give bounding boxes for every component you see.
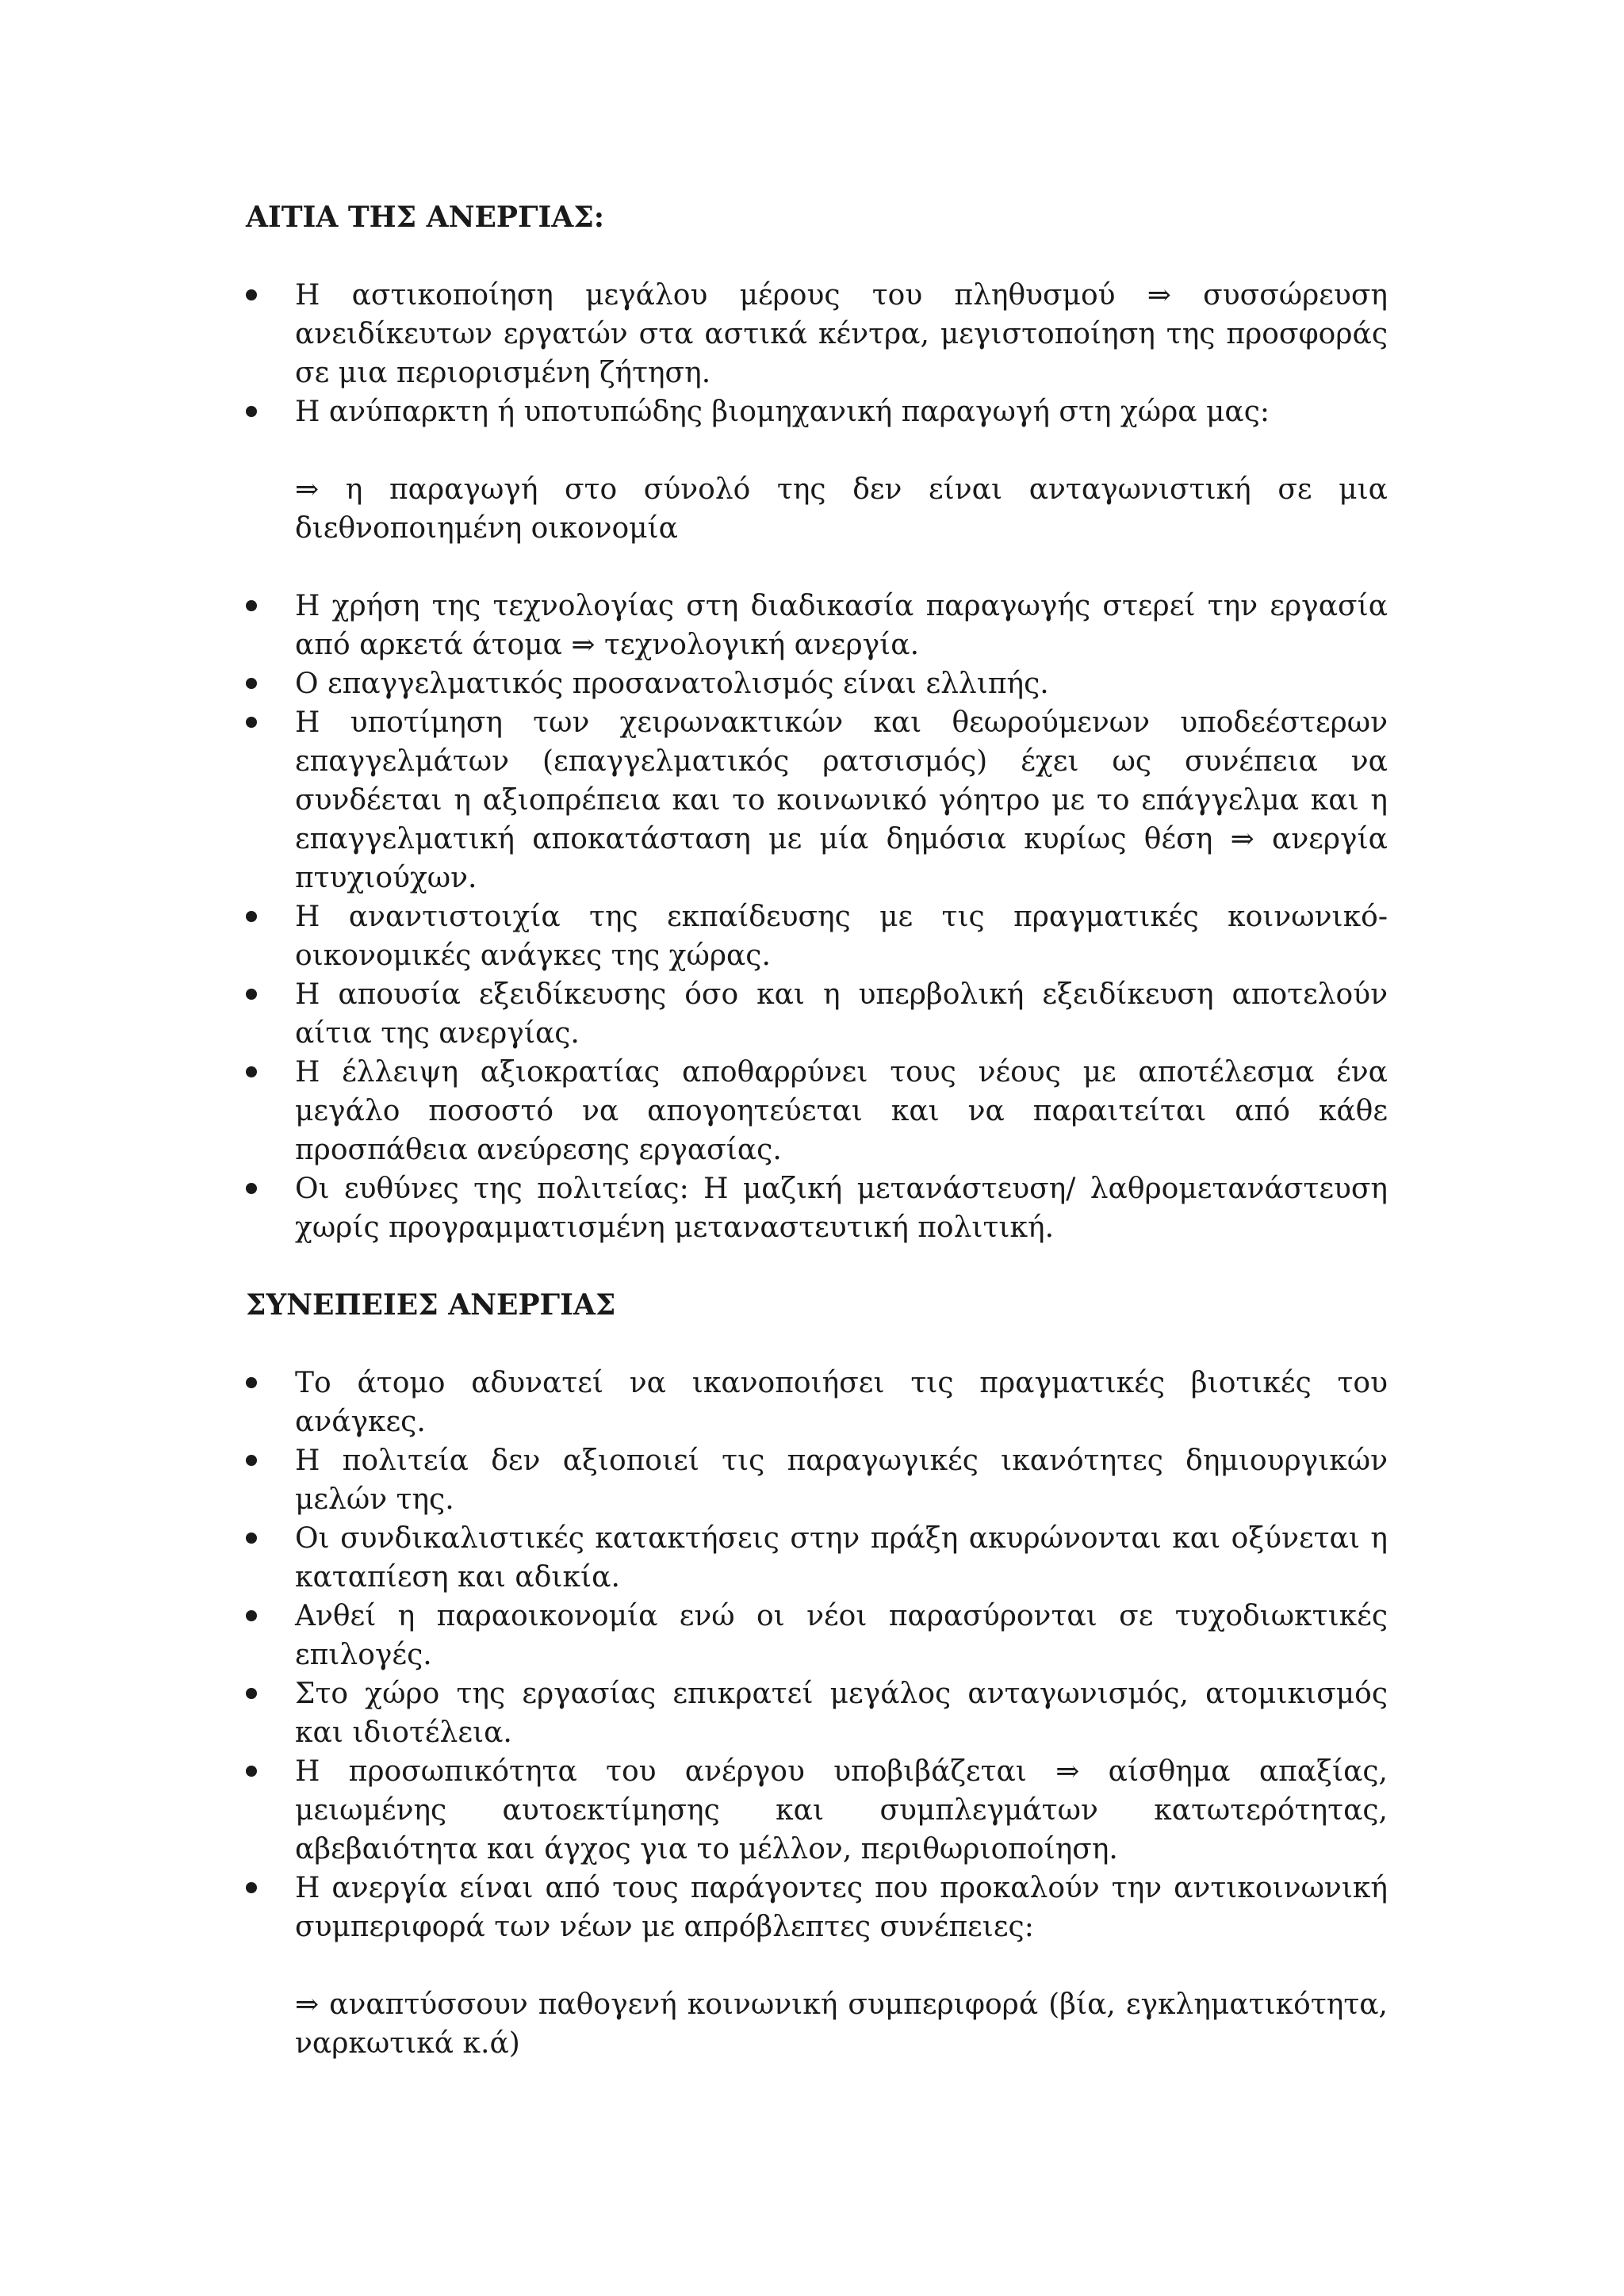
list-item: Η ανύπαρκτη ή υποτυπώδης βιομηχανική παραγωγή στη χώρα μας: <box>246 392 1388 431</box>
list-item: Ο επαγγελματικός προσανατολισμός είναι ελλιπής. <box>246 664 1388 703</box>
bullet-icon <box>246 717 257 728</box>
consequences-sub-note: ⇒ αναπτύσσουν παθογενή κοινωνική συμπεριφορά (βία, εγκληματικότητα, ναρκωτικά κ.ά) <box>295 1988 1388 2060</box>
list-item: Η αστικοποίηση μεγάλου μέρους του πληθυσμού ⇒ συσσώρευση ανειδίκευτων εργατών στα αστικά κέντρα, μεγιστοποίηση της προσφοράς σε μια περιορισμένη ζήτηση. <box>246 276 1388 392</box>
consequences-list <box>246 1364 1388 1946</box>
list-item: Η αναντιστοιχία της εκπαίδευσης με τις πραγματικές κοινωνικό-οικονομικές ανάγκες της χώρας. <box>246 897 1388 975</box>
list-item: Η απουσία εξειδίκευσης όσο και η υπερβολική εξειδίκευση αποτελούν αίτια της ανεργίας. <box>246 975 1388 1053</box>
bullet-icon <box>246 1766 257 1777</box>
list-item: Οι ευθύνες της πολιτείας: Η μαζική μετανάστευση/ λαθρομετανάστευση χωρίς προγραμματισμένη μεταναστευτική πολιτική. <box>246 1169 1388 1247</box>
bullet-icon <box>246 1183 257 1194</box>
bullet-icon <box>246 1610 257 1621</box>
list-item: Η χρήση της τεχνολογίας στη διαδικασία παραγωγής στερεί την εργασία από αρκετά άτομα ⇒ τεχνολογική ανεργία. <box>246 587 1388 664</box>
bullet-icon <box>246 1533 257 1544</box>
bullet-icon <box>246 600 257 611</box>
list-item: Ανθεί η παραοικονομία ενώ οι νέοι παρασύρονται σε τυχοδιωκτικές επιλογές. <box>246 1597 1388 1674</box>
list-item: Στο χώρο της εργασίας επικρατεί μεγάλος ανταγωνισμός, ατομικισμός και ιδιοτέλεια. <box>246 1674 1388 1752</box>
bullet-icon <box>246 1455 257 1466</box>
bullet-icon <box>246 1882 257 1893</box>
list-item: Η έλλειψη αξιοκρατίας αποθαρρύνει τους νέους με αποτέλεσμα ένα μεγάλο ποσοστό να απογοητεύεται και να παραιτείται από κάθε προσπάθεια ανεύρεσης εργασίας. <box>246 1053 1388 1169</box>
bullet-icon <box>246 1066 257 1077</box>
list-item: Οι συνδικαλιστικές κατακτήσεις στην πράξη ακυρώνονται και οξύνεται η καταπίεση και αδικία. <box>246 1519 1388 1597</box>
bullet-icon <box>246 989 257 1000</box>
bullet-icon <box>246 406 257 417</box>
list-item: Η ανεργία είναι από τους παράγοντες που προκαλούν την αντικοινωνική συμπεριφορά των νέων με απρόβλεπτες συνέπειες: <box>246 1869 1388 1946</box>
list-item: Η προσωπικότητα του ανέργου υποβιβάζεται ⇒ αίσθημα απαξίας, μειωμένης αυτοεκτίμησης και συμπλεγμάτων κατωτερότητας, αβεβαιότητα και άγχος για το μέλλον, περιθωριοποίηση. <box>246 1752 1388 1869</box>
list-item: Η υποτίμηση των χειρωνακτικών και θεωρούμενων υποδεέστερων επαγγελμάτων (επαγγελματικός ρατσισμός) έχει ως συνέπεια να συνδέεται η αξιοπρέπεια και το κοινωνικό γόητρο με το επάγγελμα και η επαγγελματική αποκατάσταση με μία δημόσια κυρίως θέση ⇒ ανεργία πτυχιούχων. <box>246 703 1388 897</box>
list-item: Το άτομο αδυνατεί να ικανοποιήσει τις πραγματικές βιοτικές του ανάγκες. <box>246 1364 1388 1441</box>
bullet-icon <box>246 1688 257 1699</box>
consequences-heading: ΣΥΝΕΠΕΙΕΣ ΑΝΕΡΓΙΑΣ <box>246 1288 616 1322</box>
causes-list-continued <box>246 587 1388 1247</box>
document-page <box>246 198 1388 2063</box>
causes-list <box>246 276 1388 431</box>
causes-sub-note: ⇒ η παραγωγή στο σύνολό της δεν είναι ανταγωνιστική σε μια διεθνοποιημένη οικονομία <box>295 473 1388 545</box>
bullet-icon <box>246 911 257 922</box>
causes-heading: ΑΙΤΙΑ ΤΗΣ ΑΝΕΡΓΙΑΣ: <box>246 201 605 234</box>
bullet-icon <box>246 678 257 689</box>
bullet-icon <box>246 289 257 300</box>
list-item: Η πολιτεία δεν αξιοποιεί τις παραγωγικές ικανότητες δημιουργικών μελών της. <box>246 1441 1388 1519</box>
bullet-icon <box>246 1377 257 1388</box>
